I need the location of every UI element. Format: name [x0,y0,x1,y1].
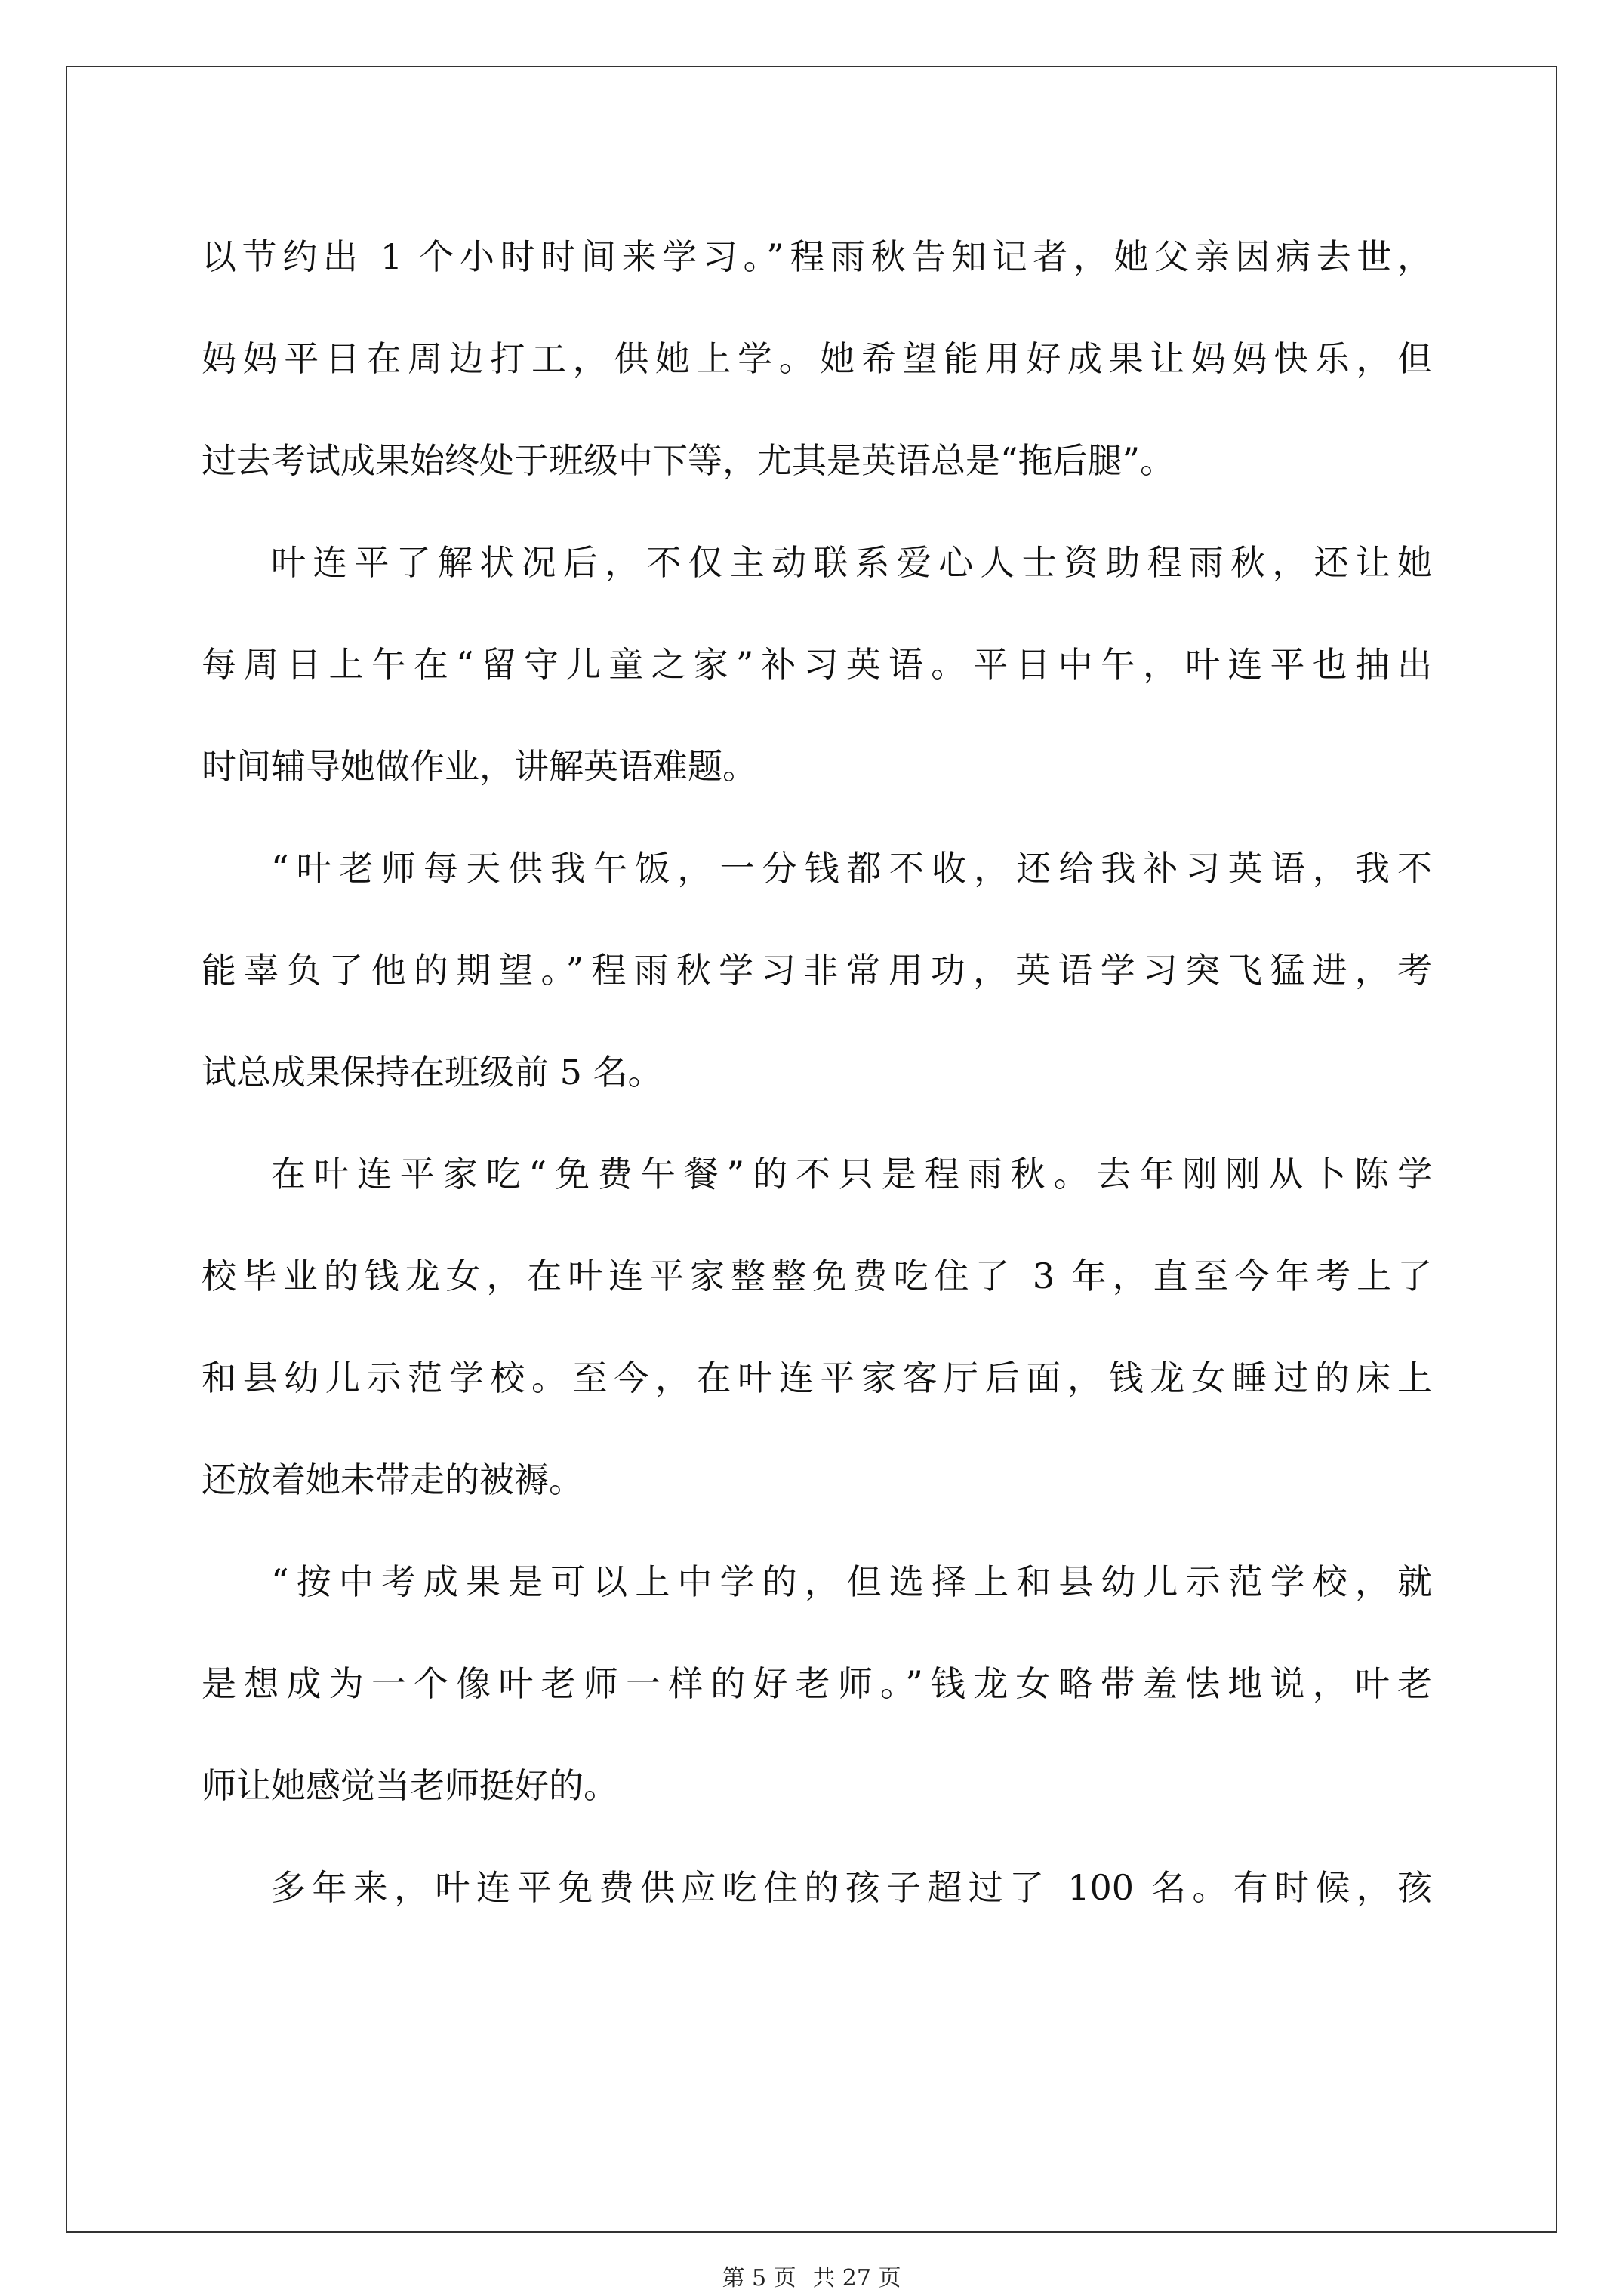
paragraph-first-line: “叶老师每天供我午饭，一分钱都不收，还给我补习英语，我不 [271,848,1432,889]
text-line: 以节约出 1 个小时时间来学习。”程雨秋告知记者，她父亲因病去世， [202,236,1432,277]
text-line: 还放着她未带走的被褥。 [202,1459,584,1500]
text-line: 妈妈平日在周边打工，供她上学。她希望能用好成果让妈妈快乐，但 [202,338,1432,379]
text-line: 试总成果保持在班级前 5 名。 [202,1052,663,1093]
paragraph-first-line: 多年来，叶连平免费供应吃住的孩子超过了 100 名。有时候，孩 [271,1867,1432,1908]
text-line: 是想成为一个像叶老师一样的好老师。”钱龙女略带羞怯地说，叶老 [202,1663,1432,1704]
text-line: 能辜负了他的期望。”程雨秋学习非常用功，英语学习突飞猛进，考 [202,950,1432,991]
paragraph-first-line: “按中考成果是可以上中学的，但选择上和县幼儿示范学校，就 [271,1561,1432,1602]
text-line: 每周日上午在“留守儿童之家”补习英语。平日中午，叶连平也抽出 [202,644,1432,685]
paragraph-first-line: 在叶连平家吃“免费午餐”的不只是程雨秋。去年刚刚从卜陈学 [271,1154,1432,1194]
text-line: 校毕业的钱龙女，在叶连平家整整免费吃住了 3 年，直至今年考上了 [202,1256,1432,1296]
text-line: 和县幼儿示范学校。至今，在叶连平家客厅后面，钱龙女睡过的床上 [202,1358,1432,1398]
paragraph-first-line: 叶连平了解状况后，不仅主动联系爱心人士资助程雨秋，还让她 [271,542,1432,583]
text-line: 时间辅导她做作业，讲解英语难题。 [202,746,757,787]
text-line: 师让她感觉当老师挺好的。 [202,1765,618,1806]
page-footer [0,2264,1623,2294]
page-total: 共 27 页 [812,2265,901,2291]
page-number: 第 5 页 [722,2265,796,2291]
text-line: 过去考试成果始终处于班级中下等，尤其是英语总是“拖后腿”。 [202,440,1175,481]
